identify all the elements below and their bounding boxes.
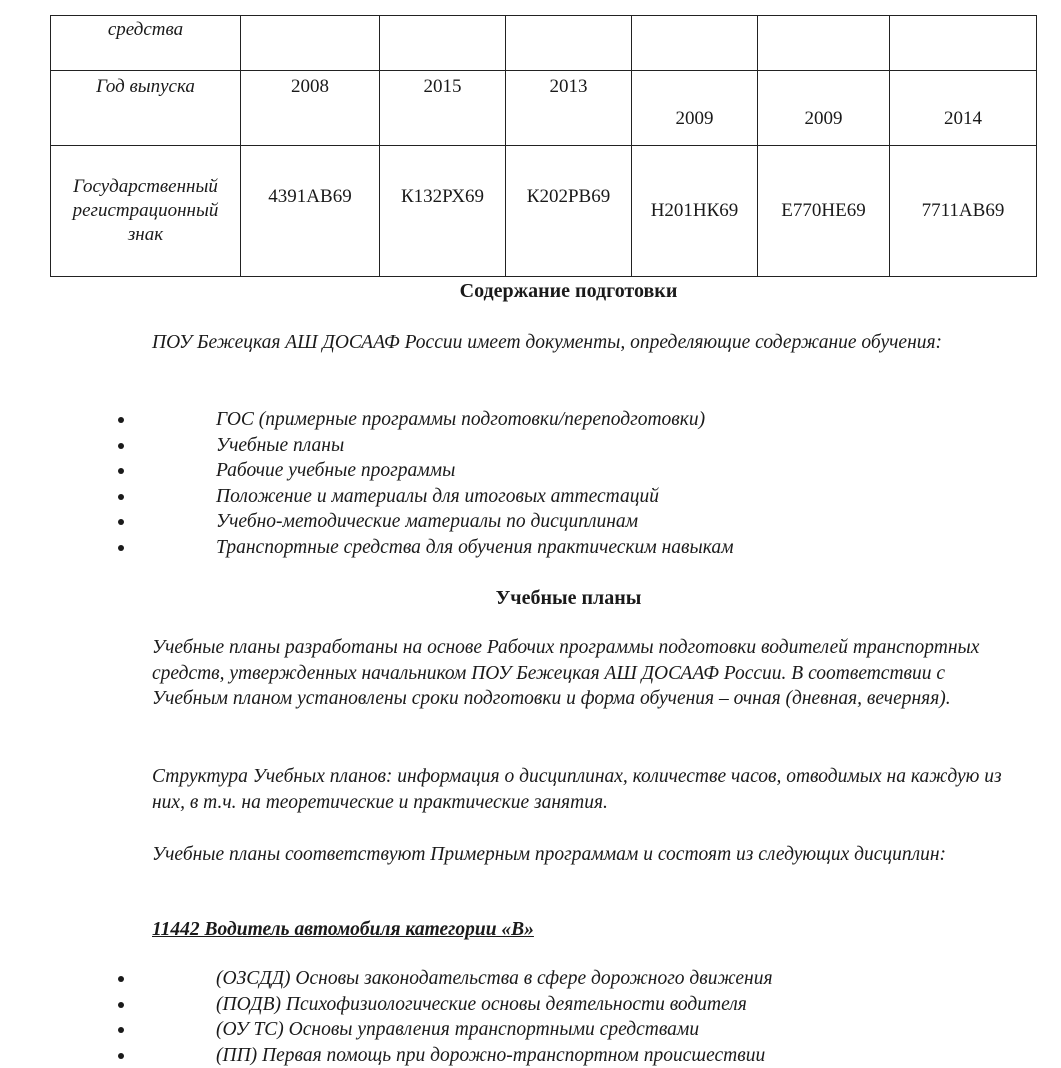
bullet-icon [118, 545, 124, 551]
bullet-icon [118, 976, 124, 982]
disciplines-list [118, 966, 773, 1068]
table-cell: Н201НК69 [632, 146, 758, 277]
table-cell: 2008 [241, 71, 380, 146]
plans-paragraph: Учебные планы разработаны на основе Рабочих программы подготовки водителей транспортных средств, утвержденных начальником ПОУ Бежецкая АШ ДОСААФ России. В соответствии с Учебным планом установлены сроки подготовки и форма обучения – очная (дневная, вечерняя). [152, 635, 1012, 712]
bullet-icon [118, 1053, 124, 1059]
table-cell: К132РХ69 [380, 146, 506, 277]
list-item: (ПОДВ) Психофизиологические основы деятельности водителя [118, 992, 773, 1018]
bullet-icon [118, 1002, 124, 1008]
list-item: Учебно-методические материалы по дисциплинам [118, 509, 734, 535]
section-heading: Содержание подготовки [0, 280, 1061, 303]
bullet-icon [118, 417, 124, 423]
bullet-icon [118, 519, 124, 525]
table-cell [380, 16, 506, 71]
list-item: (ОУ ТС) Основы управления транспортными средствами [118, 1017, 773, 1043]
table-cell: Е770НЕ69 [758, 146, 890, 277]
table-cell [758, 16, 890, 71]
bullet-icon [118, 468, 124, 474]
category-subheading: 11442 Водитель автомобиля категории «В» [152, 917, 534, 943]
structure-paragraph: Структура Учебных планов: информация о дисциплинах, количестве часов, отводимых на каждую из них, в т.ч. на теоретические и практические занятия. [152, 764, 1012, 815]
list-item: ГОС (примерные программы подготовки/переподготовки) [118, 407, 734, 433]
table-cell [890, 16, 1037, 71]
table-cell [632, 16, 758, 71]
table-cell [241, 16, 380, 71]
row-label-line: знак [128, 224, 163, 245]
list-item: Положение и материалы для итоговых аттестаций [118, 484, 734, 510]
row-label: средства [51, 16, 241, 71]
table-cell: 2009 [632, 71, 758, 146]
table-cell: 2013 [506, 71, 632, 146]
list-item: (ПП) Первая помощь при дорожно-транспортном происшествии [118, 1043, 773, 1068]
list-item: (ОЗСДД) Основы законодательства в сфере дорожного движения [118, 966, 773, 992]
table-cell: 2015 [380, 71, 506, 146]
table-row [51, 146, 1037, 277]
bullet-icon [118, 1027, 124, 1033]
row-label-line: Государственный [73, 176, 218, 197]
table-cell: 4391АВ69 [241, 146, 380, 277]
list-item: Транспортные средства для обучения практическим навыкам [118, 535, 734, 561]
table-row [51, 16, 1037, 71]
list-item: Рабочие учебные программы [118, 458, 734, 484]
row-label [51, 146, 241, 277]
vehicles-table [50, 15, 1037, 277]
table-cell: 2014 [890, 71, 1037, 146]
list-item: Учебные планы [118, 433, 734, 459]
table-row [51, 71, 1037, 146]
row-label-line: регистрационный [73, 200, 219, 221]
table-cell: К202РВ69 [506, 146, 632, 277]
intro-paragraph: ПОУ Бежецкая АШ ДОСААФ России имеет документы, определяющие содержание обучения: [152, 330, 1012, 356]
table-cell: 7711АВ69 [890, 146, 1037, 277]
disciplines-paragraph: Учебные планы соответствуют Примерным программам и состоят из следующих дисциплин: [152, 842, 1012, 868]
table-cell: 2009 [758, 71, 890, 146]
section-heading: Учебные планы [0, 587, 1061, 610]
table-cell [506, 16, 632, 71]
row-label: Год выпуска [51, 71, 241, 146]
documents-list [118, 407, 734, 560]
bullet-icon [118, 443, 124, 449]
bullet-icon [118, 494, 124, 500]
